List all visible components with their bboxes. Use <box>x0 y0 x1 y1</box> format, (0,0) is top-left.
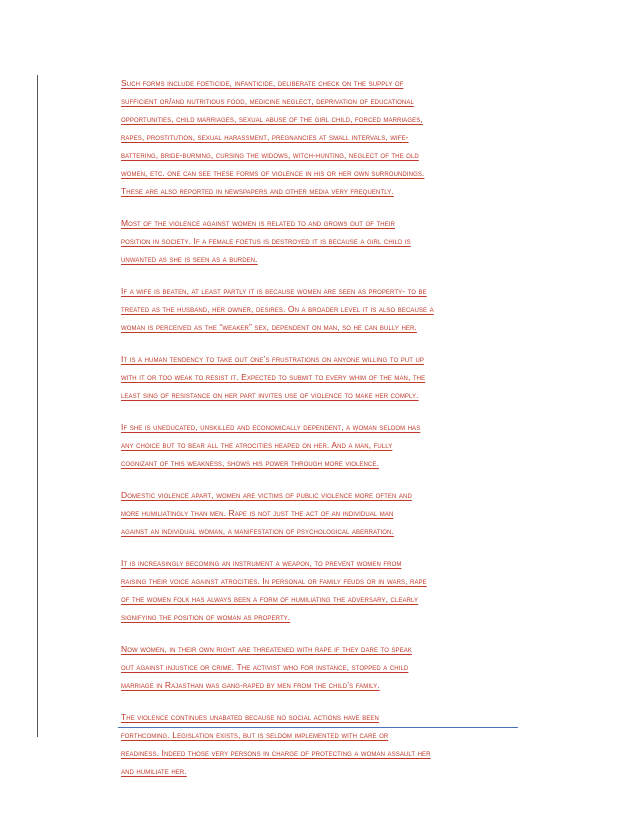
text-line: treated as the husband, her owner, desires. On a broader level it is also because a <box>121 304 434 314</box>
bottom-rule <box>118 727 518 728</box>
text-line: Such forms include foeticide, infanticide, deliberate check on the supply of <box>121 78 404 88</box>
text-line: If a wife is beaten, at least partly it is because women are seen as property- to be <box>121 286 427 296</box>
text-line: more humiliatingly than men. Rape is not just the act of an individual man <box>121 508 394 518</box>
text-line: It is increasingly becoming an instrument a weapon, to prevent women from <box>121 558 402 568</box>
text-line: Now women, in their own right are threatened with rape if they dare to speak <box>121 644 412 654</box>
text-line: marriage in Rajasthan was gang-raped by men from the child’s family. <box>121 680 380 690</box>
text-line: women, etc. one can see these forms of violence in his or her own surroundings. <box>121 168 425 178</box>
paragraph <box>121 554 521 626</box>
text-line: with it or too weak to resist it. Expected to submit to every whim of the man, the <box>121 372 426 382</box>
text-line: least sing of resistance on her part invites use of violence to make her comply. <box>121 390 419 400</box>
text-line: readiness. Indeed those very persons in charge of protecting a woman assault her <box>121 748 431 758</box>
paragraph <box>121 214 521 268</box>
text-line: The violence continues unabated because no social actions have been <box>121 712 379 722</box>
paragraph <box>121 708 521 780</box>
paragraph <box>121 282 521 336</box>
paragraph <box>121 350 521 404</box>
text-line: It is a human tendency to take out one’s frustrations on anyone willing to put up <box>121 354 425 364</box>
paragraph <box>121 640 521 694</box>
text-line: If she is uneducated, unskilled and economically dependent, a woman seldom has <box>121 422 421 432</box>
text-line: battering, bride-burning, cursing the widows, witch-hunting, neglect of the old <box>121 150 419 160</box>
text-line: opportunities, child marriages, sexual abuse of the girl child, forced marriages, <box>121 114 423 124</box>
text-line: any choice but to bear all the atrocities heaped on her. And a man, fully <box>121 440 393 450</box>
text-line: forthcoming. Legislation exists, but is seldom implemented with care or <box>121 730 389 740</box>
text-line: raising their voice against atrocities. In personal or family feuds or in wars, rape <box>121 576 427 586</box>
text-line: sufficient or/and nutritious food, medicine neglect, deprivation of educational <box>121 96 414 106</box>
text-line: unwanted as she is seen as a burden. <box>121 254 258 264</box>
paragraph <box>121 418 521 472</box>
text-line: out against injustice or crime. The activist who for instance, stopped a child <box>121 662 409 672</box>
text-line: rapes, prostitution, sexual harassment, pregnancies at small intervals, wife- <box>121 132 409 142</box>
text-line: against an individual woman, a manifestation of psychological aberration. <box>121 526 394 536</box>
text-line: Domestic violence apart, women are victims of public violence more often and <box>121 490 412 500</box>
text-line: of the women folk has always been a form of humiliating the adversary, clearly <box>121 594 419 604</box>
text-line: Most of the violence against women is related to and grows out of their <box>121 218 396 228</box>
text-line: and humiliate her. <box>121 766 187 776</box>
text-line: cognizant of this weakness, shows his power through more violence. <box>121 458 379 468</box>
text-line: These are also reported in newspapers and other media very frequently. <box>121 186 394 196</box>
text-line: position in society. If a female foetus is destroyed it is because a girl child is <box>121 236 411 246</box>
text-line: signifying the position of woman as property. <box>121 612 291 622</box>
paragraph <box>121 486 521 540</box>
left-margin-bar <box>37 75 38 737</box>
paragraph <box>121 74 521 200</box>
document-body <box>121 74 521 794</box>
text-line: woman is perceived as the “weaker” sex, dependent on man, so he can bully her. <box>121 322 417 332</box>
